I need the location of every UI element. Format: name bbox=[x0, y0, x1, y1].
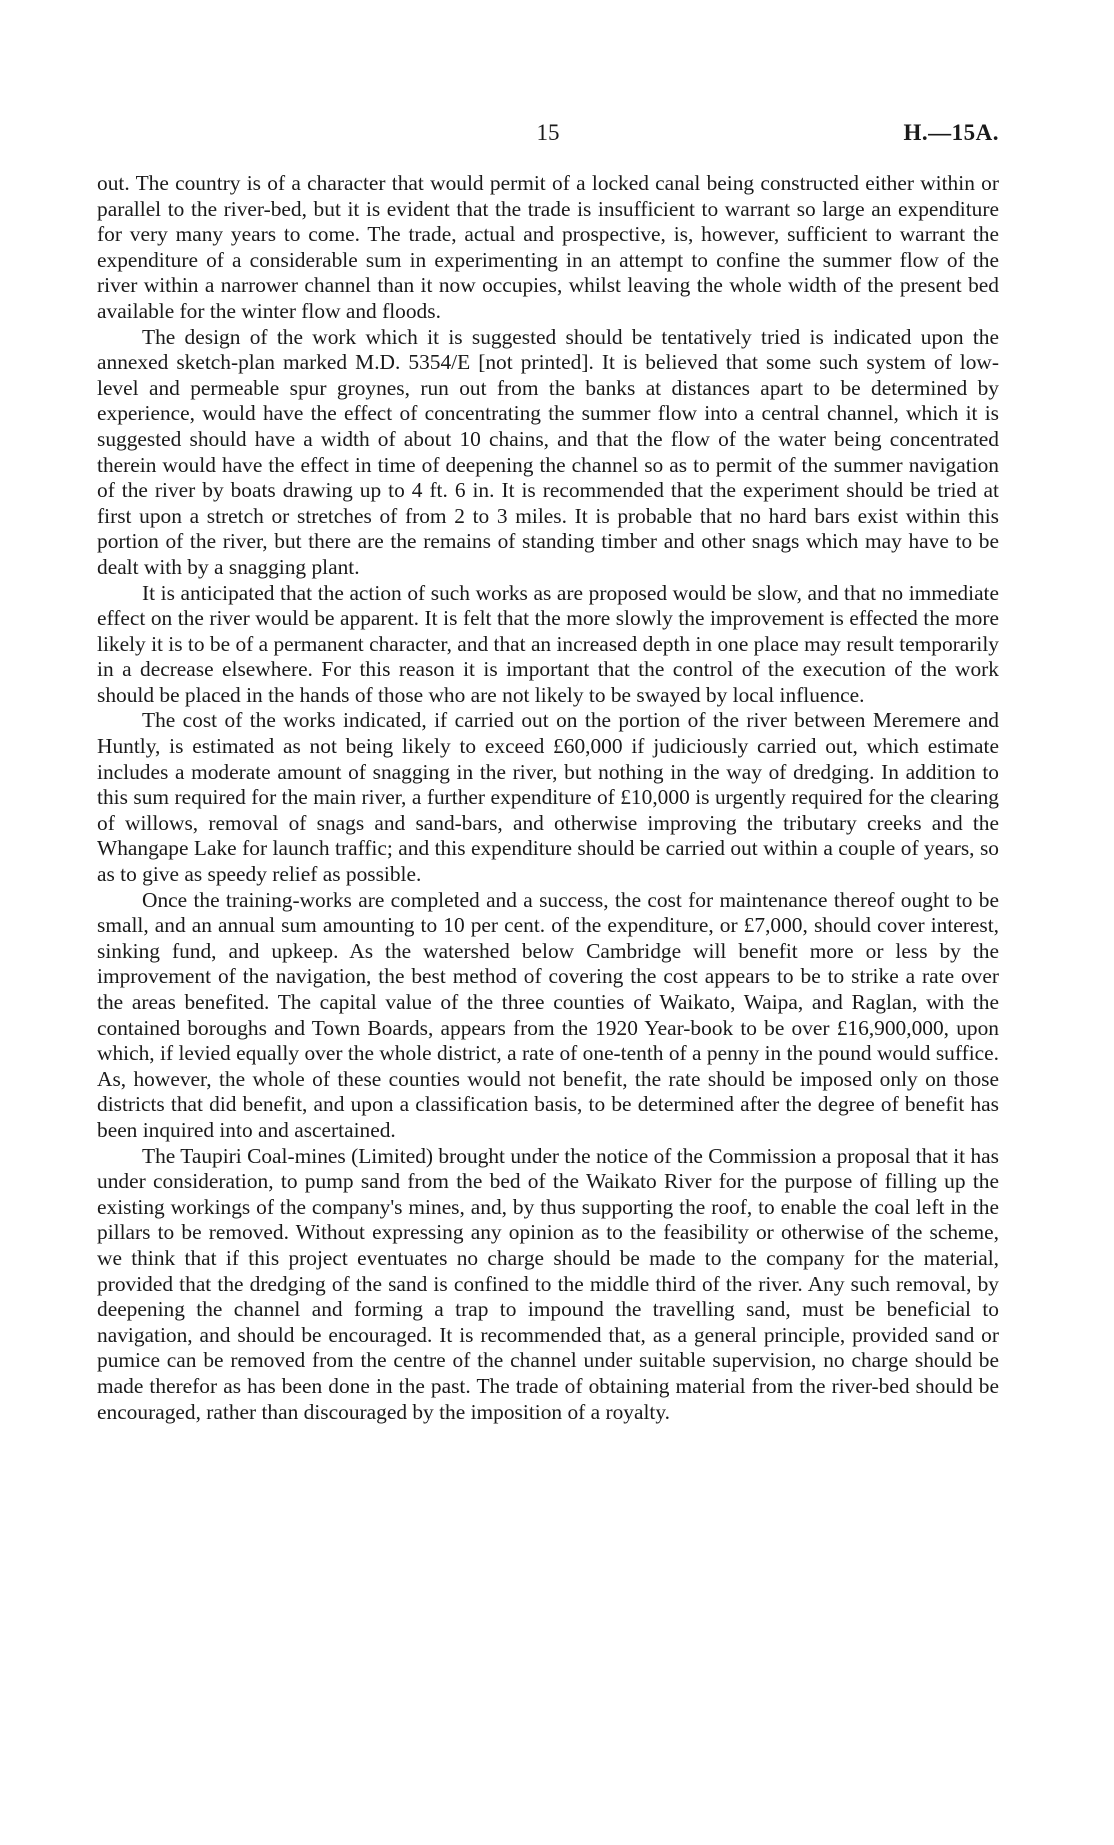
page-number: 15 bbox=[536, 120, 560, 145]
paragraph-maintenance-cost: Once the training-works are completed and a success, the cost for maintenance thereof ought to be small, and an annual sum amounting to 10 per cent. of the expenditure, or £7,000, should cover interest, sinking fund, and upkeep. As the watershed below Cambridge will benefit more or less by the improvement of the navigation, the best method of covering the cost appears to be to strike a rate over the areas benefited. The capital value of the three counties of Waikato, Waipa, and Raglan, with the contained boroughs and Town Boards, appears from the 1920 Year-book to be over £16,900,000, upon which, if levied equally over the whole district, a rate of one-tenth of a penny in the pound would suffice. As, however, the whole of these counties would not benefit, the rate should be imposed only on those districts that did benefit, and upon a classification basis, to be determined after the degree of benefit has been inquired into and ascertained. bbox=[97, 887, 999, 1142]
page-header bbox=[97, 120, 999, 154]
paragraph-continuation: out. The country is of a character that would permit of a locked canal being constructed either within or parallel to the river-bed, but it is evident that the trade is insufficient to warrant so large an expenditure for very many years to come. The trade, actual and prospective, is, however, sufficient to warrant the expenditure of a considerable sum in experimenting in an attempt to confine the summer flow of the river within a narrower channel than it now occupies, whilst leaving the whole width of the present bed available for the winter flow and floods. bbox=[97, 171, 999, 323]
paragraph-taupiri-coal-mines: The Taupiri Coal-mines (Limited) brought under the notice of the Commission a proposal that it has under consideration, to pump sand from the bed of the Waikato River for the purpose of filling up the existing workings of the company's mines, and, by thus supporting the roof, to enable the coal left in the pillars to be removed. Without expressing any opinion as to the feasibility or otherwise of the scheme, we think that if this project eventuates no charge should be made to the company for the material, provided that the dredging of the sand is confined to the middle third of the river. Any such removal, by deepening the channel and forming a trap to impound the travelling sand, must be beneficial to navigation, and should be encouraged. It is recommended that, as a general principle, provided sand or pumice can be removed from the centre of the channel under suitable supervision, no charge should be made therefor as has been done in the past. The trade of obtaining material from the river-bed should be encouraged, rather than discouraged by the imposition of a royalty. bbox=[97, 1143, 999, 1424]
paragraph-design-of-work: The design of the work which it is suggested should be tentatively tried is indicated upon the annexed sketch-plan marked M.D. 5354/E [not printed]. It is believed that some such system of low-level and permeable spur groynes, run out from the banks at distances apart to be determined by experience, would have the effect of concentrating the summer flow into a central channel, which it is suggested should have a width of about 10 chains, and that the flow of the water being concentrated therein would have the effect in time of deepening the channel so as to permit of the summer navigation of the river by boats drawing up to 4 ft. 6 in. It is recommended that the experiment should be tried at first upon a stretch or stretches of from 2 to 3 miles. It is probable that no hard bars exist within this portion of the river, but there are the remains of standing timber and other snags which may have to be dealt with by a snagging plant. bbox=[97, 324, 999, 579]
document-reference: H.—15A. bbox=[903, 120, 999, 145]
paragraph-anticipated-action: It is anticipated that the action of such works as are proposed would be slow, and that no immediate effect on the river would be apparent. It is felt that the more slowly the improvement is effected the more likely it is to be of a permanent character, and that an increased depth in one place may result temporarily in a decrease elsewhere. For this reason it is important that the control of the execution of the work should be placed in the hands of those who are not likely to be swayed by local influence. bbox=[97, 580, 999, 707]
paragraph-cost-of-works: The cost of the works indicated, if carried out on the portion of the river between Meremere and Huntly, is estimated as not being likely to exceed £60,000 if judiciously carried out, which estimate includes a moderate amount of snagging in the river, but nothing in the way of dredging. In addition to this sum required for the main river, a further expenditure of £10,000 is urgently required for the clearing of willows, removal of snags and sand-bars, and otherwise improving the tributary creeks and the Whangape Lake for launch traffic; and this expenditure should be carried out within a couple of years, so as to give as speedy relief as possible. bbox=[97, 708, 999, 887]
body-text bbox=[97, 171, 999, 1425]
